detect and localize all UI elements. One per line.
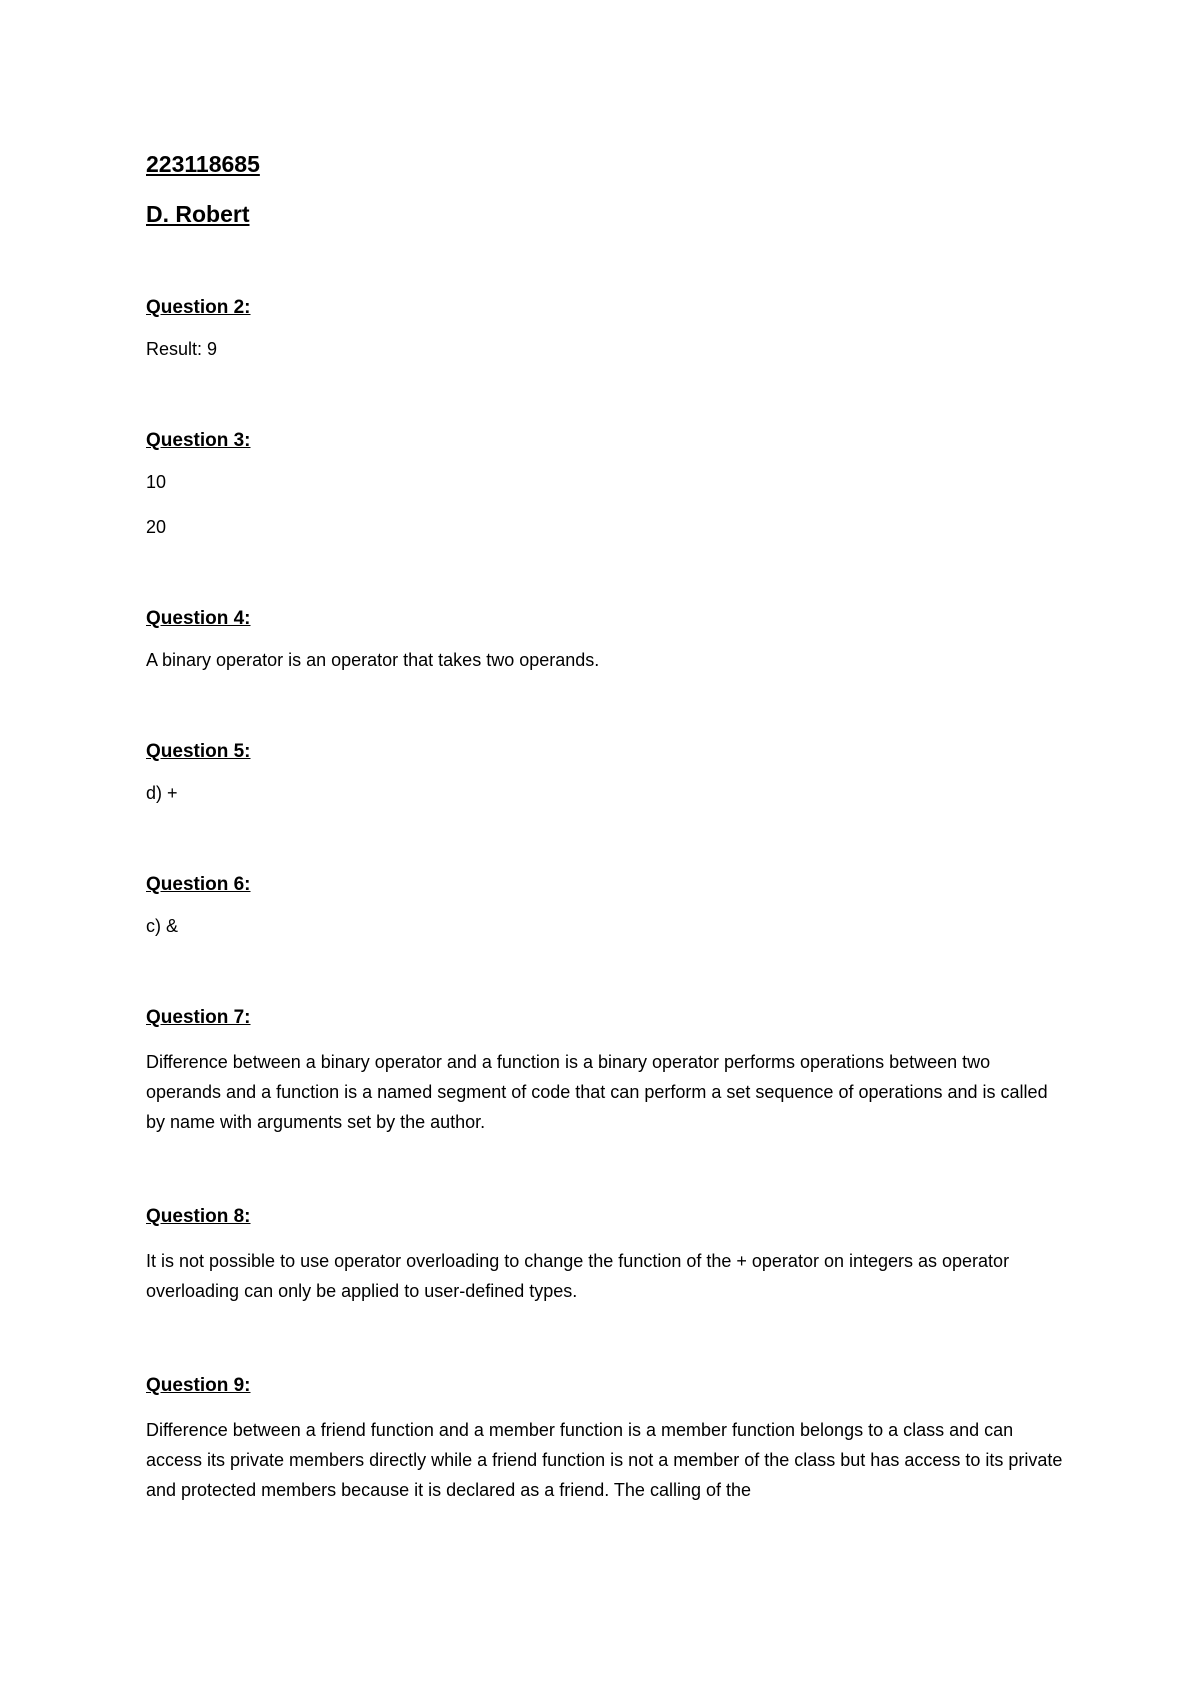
- question-4-title: Question 4:: [146, 608, 251, 629]
- question-9-answer: Difference between a friend function and a member function is a member function belongs to a class and can access its private members directly while a friend function is not a member of the class but has access to its private and protected members because it is declared as a friend. The calling of the: [146, 1420, 1063, 1500]
- question-3-title: Question 3:: [146, 430, 251, 451]
- question-8-section: [146, 1205, 1066, 1306]
- student-name: D. Robert: [146, 201, 250, 227]
- student-id: 223118685: [146, 151, 260, 177]
- question-3-section: [146, 429, 1066, 539]
- question-2-title: Question 2:: [146, 297, 251, 318]
- question-2-answer: Result: 9: [146, 339, 218, 359]
- question-3-answer-line-1: 10: [146, 472, 167, 492]
- question-7-section: [146, 1006, 1066, 1137]
- question-2-section: [146, 296, 1066, 361]
- question-3-answer-line-2: 20: [146, 517, 167, 537]
- question-7-answer: Difference between a binary operator and a function is a binary operator performs operations between two operands and a function is a named segment of code that can perform a set sequence of operations and is called by name with arguments set by the author.: [146, 1052, 1048, 1132]
- question-6-title: Question 6:: [146, 874, 251, 895]
- question-7-title: Question 7:: [146, 1007, 251, 1028]
- question-5-answer: d) +: [146, 783, 178, 803]
- question-9-section: [146, 1374, 1066, 1505]
- question-9-title: Question 9:: [146, 1375, 251, 1396]
- question-8-answer: It is not possible to use operator overloading to change the function of the + operator on integers as operator overloading can only be applied to user-defined types.: [146, 1251, 1010, 1301]
- document-body: [146, 150, 1066, 1505]
- question-6-answer: c) &: [146, 916, 179, 936]
- question-4-section: [146, 607, 1066, 672]
- question-8-title: Question 8:: [146, 1206, 251, 1227]
- question-5-title: Question 5:: [146, 741, 251, 762]
- question-5-section: [146, 740, 1066, 805]
- question-4-answer: A binary operator is an operator that takes two operands.: [146, 650, 600, 670]
- question-6-section: [146, 873, 1066, 938]
